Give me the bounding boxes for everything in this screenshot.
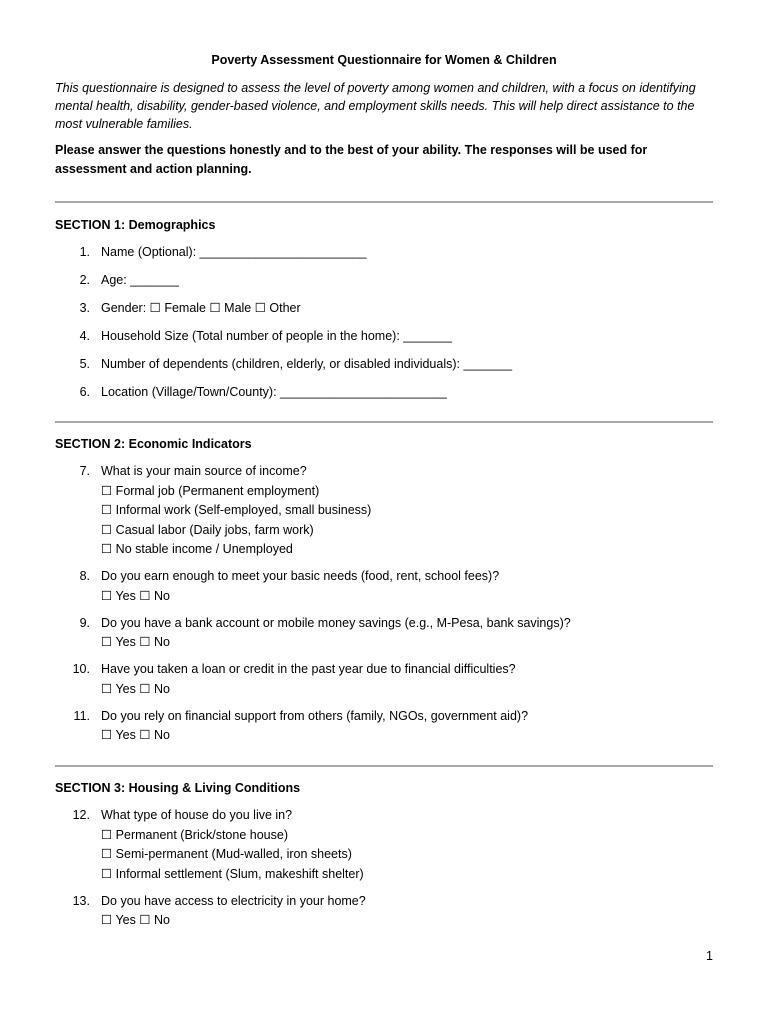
question-item (55, 567, 713, 605)
question-number: 2. (79, 273, 90, 287)
section-divider (55, 201, 713, 203)
option-checkbox[interactable]: ☐ Casual labor (Daily jobs, farm work) (101, 522, 314, 537)
question-item (55, 806, 713, 883)
question-item (55, 892, 713, 930)
question-item (55, 355, 713, 373)
question-text: Name (Optional): ________________________ (101, 245, 367, 259)
yes-no-options[interactable]: ☐ Yes ☐ No (101, 588, 170, 603)
question-number: 13. (72, 893, 90, 908)
document-page (55, 51, 713, 929)
question-list (55, 462, 713, 744)
section-divider (55, 765, 713, 767)
question-number: 7. (79, 464, 90, 478)
question-text: Number of dependents (children, elderly, or disabled individuals): _______ (101, 357, 513, 371)
question-item (55, 707, 713, 745)
document-title: Poverty Assessment Questionnaire for Women & Children (211, 53, 557, 67)
question-text: Do you have access to electricity in your home? (101, 893, 366, 908)
question-item (55, 299, 713, 317)
question-number: 10. (72, 662, 90, 676)
section-title: SECTION 3: Housing & Living Conditions (55, 781, 301, 795)
section-title: SECTION 2: Economic Indicators (55, 437, 252, 451)
question-item (55, 462, 713, 558)
question-text: Age: _______ (101, 273, 179, 287)
question-text: Have you taken a loan or credit in the past year due to financial difficulties? (101, 662, 516, 676)
option-checkbox[interactable]: ☐ No stable income / Unemployed (101, 542, 293, 556)
question-number: 6. (79, 385, 90, 399)
question-list (55, 243, 713, 401)
question-text: Do you rely on financial support from others (family, NGOs, government aid)? (101, 708, 529, 723)
instruction-paragraph: Please answer the questions honestly and to the best of your ability. The responses will be used for assessment and action planning. (55, 143, 648, 176)
question-item (55, 327, 713, 345)
question-number: 8. (79, 569, 90, 583)
option-checkbox[interactable]: ☐ Informal settlement (Slum, makeshift shelter) (101, 866, 364, 881)
yes-no-options[interactable]: ☐ Yes ☐ No (101, 913, 170, 927)
question-number: 12. (72, 808, 90, 822)
option-checkbox[interactable]: ☐ Permanent (Brick/stone house) (101, 827, 288, 842)
yes-no-options[interactable]: ☐ Yes ☐ No (101, 728, 170, 742)
section-divider (55, 421, 713, 423)
question-item (55, 614, 713, 652)
option-checkbox[interactable]: ☐ Informal work (Self-employed, small business) (101, 503, 372, 517)
question-text: Gender: ☐ Female ☐ Male ☐ Other (101, 301, 301, 315)
question-number: 11. (73, 708, 90, 723)
question-item (55, 271, 713, 289)
page-number: 1 (706, 949, 713, 963)
question-number: 3. (79, 301, 90, 315)
section-housing-living-conditions (55, 779, 713, 929)
question-number: 9. (79, 615, 90, 630)
question-text: What type of house do you live in? (101, 808, 293, 822)
yes-no-options[interactable]: ☐ Yes ☐ No (101, 681, 170, 696)
question-item (55, 243, 713, 261)
question-number: 5. (79, 357, 90, 371)
option-checkbox[interactable]: ☐ Formal job (Permanent employment) (101, 483, 320, 498)
question-text: Do you have a bank account or mobile money savings (e.g., M-Pesa, bank savings)? (101, 615, 571, 630)
question-item (55, 660, 713, 698)
question-text: Household Size (Total number of people in the home): _______ (101, 329, 452, 343)
question-text: What is your main source of income? (101, 464, 307, 478)
question-text: Do you earn enough to meet your basic needs (food, rent, school fees)? (101, 569, 500, 583)
question-text: Location (Village/Town/County): ________________________ (101, 385, 447, 399)
question-list (55, 806, 713, 929)
section-demographics (55, 216, 713, 401)
option-checkbox[interactable]: ☐ Semi-permanent (Mud-walled, iron sheets) (101, 847, 352, 861)
question-number: 4. (79, 329, 90, 343)
section-economic-indicators (55, 435, 713, 744)
yes-no-options[interactable]: ☐ Yes ☐ No (101, 635, 170, 649)
question-item (55, 383, 713, 401)
question-number: 1. (79, 245, 90, 259)
section-title: SECTION 1: Demographics (55, 218, 216, 232)
intro-paragraph: This questionnaire is designed to assess the level of poverty among women and children, with a focus on identifying mental health, disability, gender-based violence, and employment skills needs. This will help direct assistance to the most vulnerable families. (55, 81, 696, 131)
